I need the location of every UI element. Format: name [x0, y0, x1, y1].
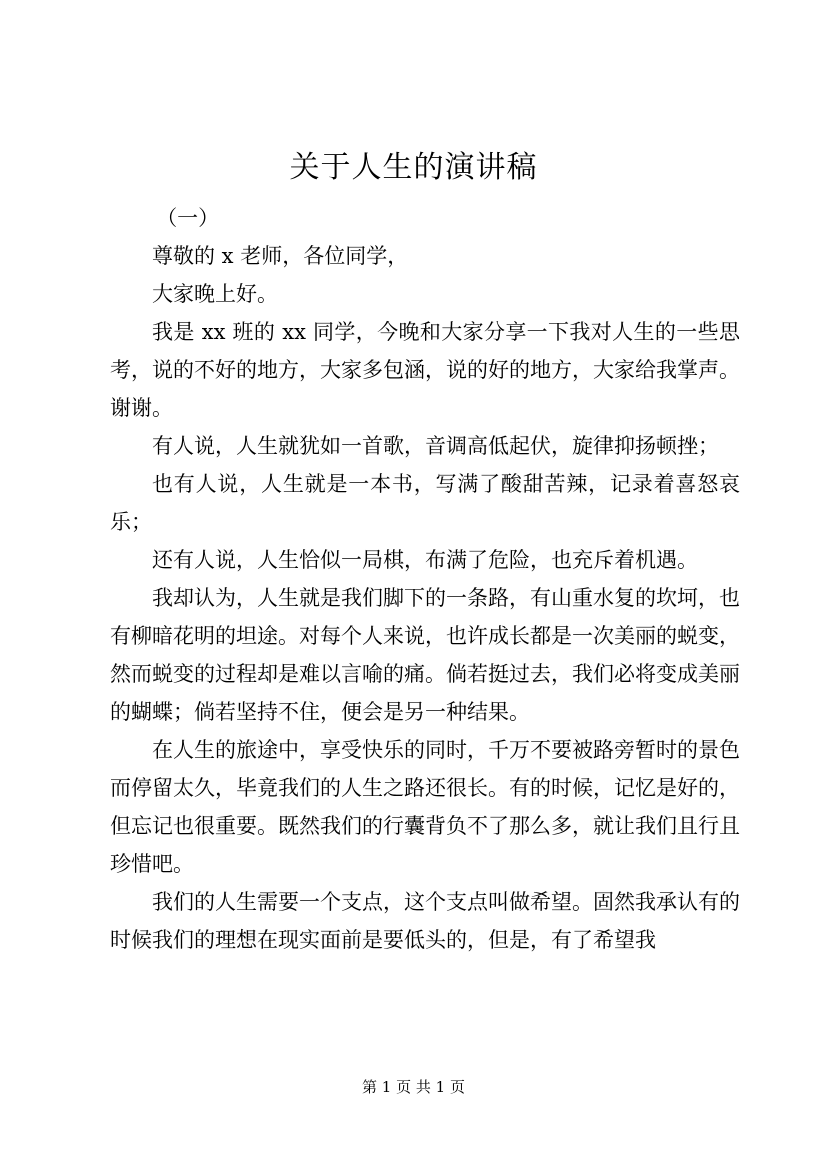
paragraph: 我是 xx 班的 xx 同学，今晚和大家分享一下我对人生的一些思考，说的不好的地方，大家多包涵，说的好的地方，大家给我掌声。谢谢。 — [110, 320, 740, 420]
paragraph: 也有人说，人生就是一本书，写满了酸甜苦辣，记录着喜怒哀乐； — [110, 472, 740, 534]
paragraph: 大家晚上好。 — [152, 282, 278, 306]
page-footer: 第 1 页 共 1 页 — [362, 1078, 465, 1096]
paragraph: 还有人说，人生恰似一局棋，布满了危险，也充斥着机遇。 — [152, 548, 698, 572]
paragraph: 在人生的旅途中，享受快乐的同时，千万不要被路旁暂时的景色而停留太久，毕竟我们的人生之路还很长。有的时候，记忆是好的，但忘记也很重要。既然我们的行囊背负不了那么多，就让我们且行且珍惜吧。 — [110, 738, 740, 876]
document-body — [110, 199, 740, 959]
document-title: 关于人生的演讲稿 — [289, 150, 538, 185]
section-marker: （一） — [156, 206, 220, 230]
paragraph: 尊敬的 x 老师，各位同学， — [152, 244, 409, 268]
paragraph: 我们的人生需要一个支点，这个支点叫做希望。固然我承认有的时候我们的理想在现实面前是要低头的，但是，有了希望我 — [110, 890, 740, 952]
paragraph: 有人说，人生就犹如一首歌，音调高低起伏，旋律抑扬顿挫； — [152, 434, 719, 458]
paragraph: 我却认为，人生就是我们脚下的一条路，有山重水复的坎坷，也有柳暗花明的坦途。对每个人来说，也许成长都是一次美丽的蜕变，然而蜕变的过程却是难以言喻的痛。倘若挺过去，我们必将变成美丽的蝴蝶；倘若坚持不住，便会是另一种结果。 — [110, 586, 740, 724]
